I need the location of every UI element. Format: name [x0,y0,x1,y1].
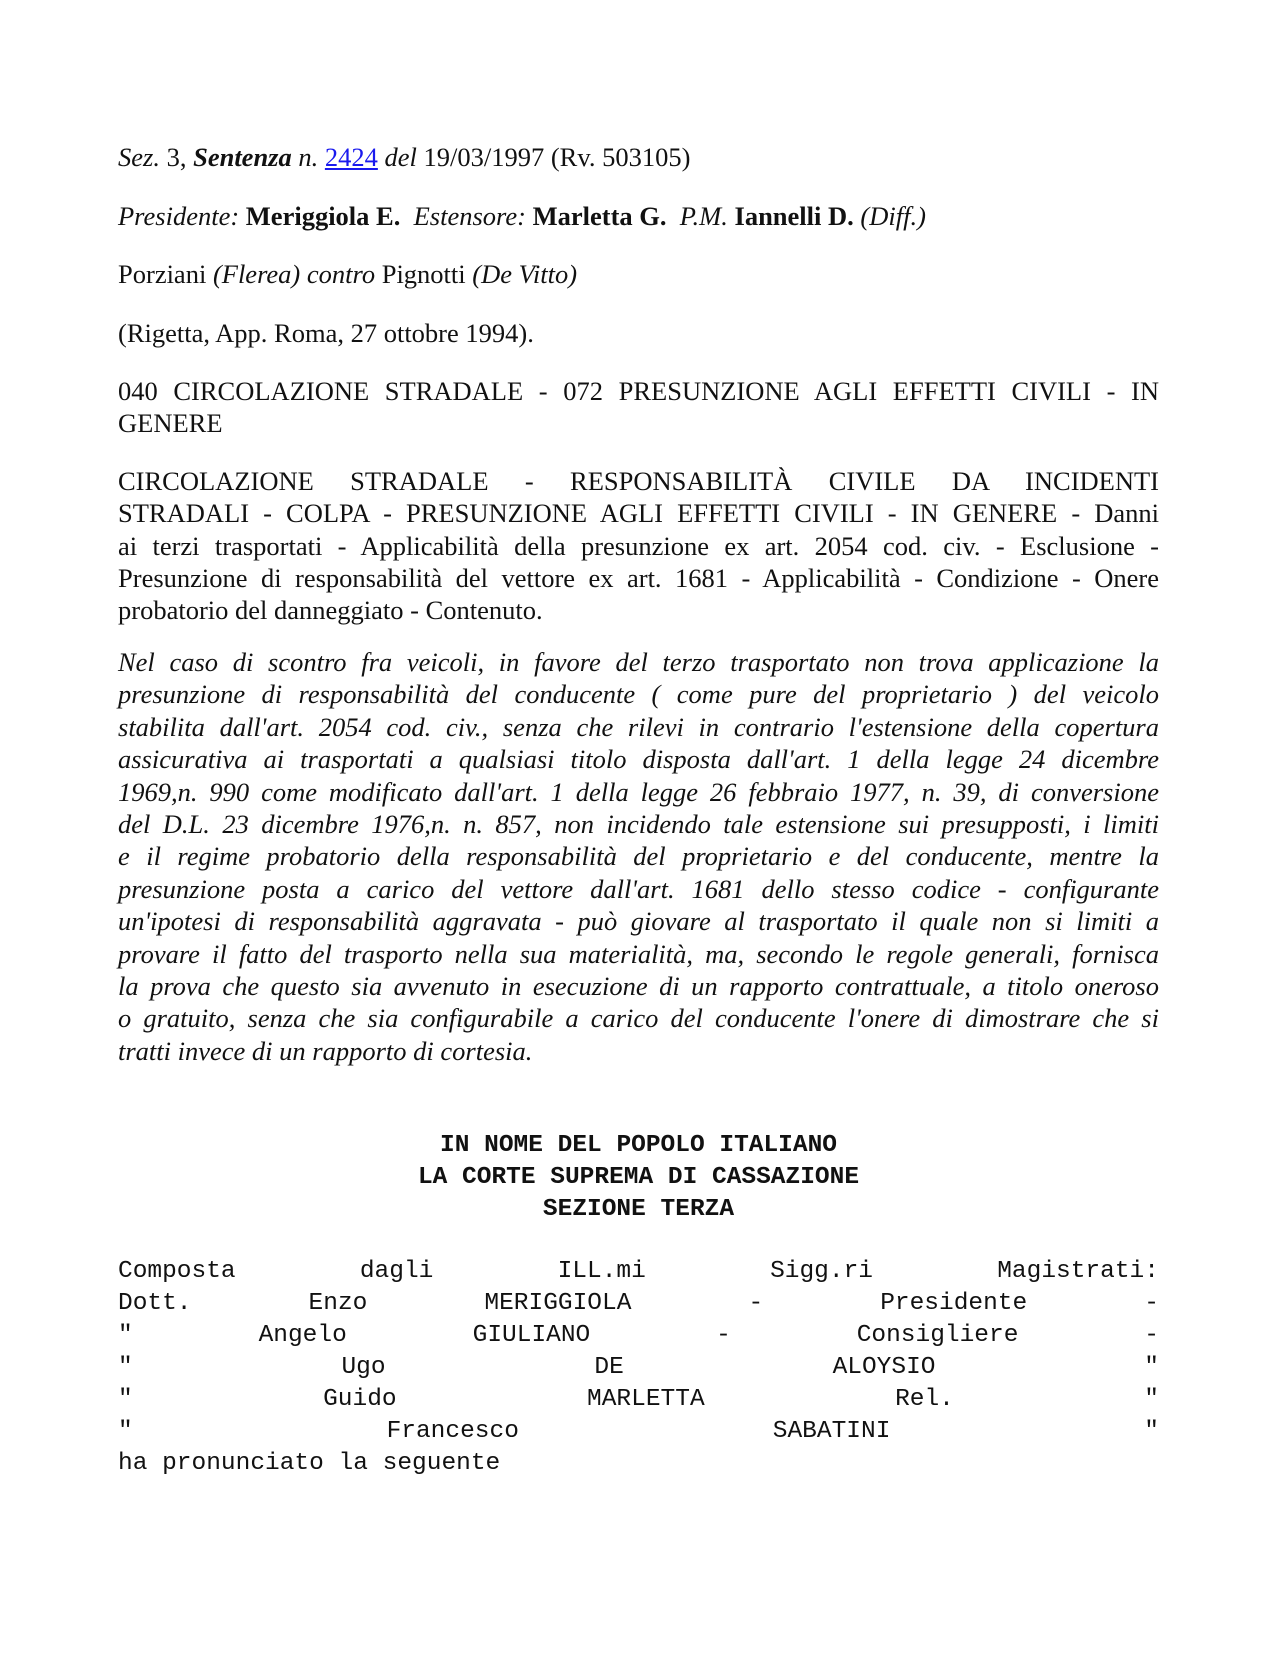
section-label: Sez. [118,142,160,172]
sentence-header [118,141,690,173]
classification-line: GENERE [118,408,223,439]
massima-title-line: probatorio del danneggiato - Contenuto. [118,595,543,626]
collegio-word: - [1144,1322,1159,1349]
collegio-word: - [1144,1290,1159,1317]
massima-title [118,465,1159,626]
esito: (Rigetta, App. Roma, 27 ottobre 1994). [118,318,534,348]
massima-line: presunzione di responsabilità del conducente ( come pure del proprietario ) del veicolo [118,679,1159,710]
massima-line: 1969,n. 990 come modificato dall'art. 1 della legge 26 febbraio 1977, n. 39, di conversione [118,776,1159,807]
collegio-word: MERIGGIOLA [484,1290,632,1317]
presidente-label: Presidente: [118,201,240,231]
date-label: del [384,142,417,172]
closing-line [118,1448,1159,1480]
heading-line: SEZIONE TERZA [542,1196,735,1223]
massima-line: stabilita dall'art. 2054 cod. civ., senza che rilevi in contrario l'estensione della copertura [118,711,1159,742]
collegio-row [118,1256,1159,1288]
number-label: n. [298,142,319,172]
resistente: Pignotti [381,259,466,289]
collegio-word: Enzo [308,1290,368,1317]
resistente-avvocato: (De Vitto) [472,259,578,289]
collegio-word: Ugo [341,1354,386,1381]
massima-line: la prova che questo sia avvenuto in esecuzione di un rapporto contrattuale, a titolo oneroso [118,970,1159,1001]
massima-title-line: STRADALI - COLPA - PRESUNZIONE AGLI EFFETTI CIVILI - IN GENERE - Danni [118,498,1159,529]
collegio-word: MARLETTA [587,1386,705,1413]
collegio-row [118,1352,1159,1384]
collegio-word: SABATINI [772,1418,891,1445]
collegio-word: Presidente [880,1290,1028,1317]
collegio-word: ILL.mi [557,1258,646,1285]
collegio-word: Consigliere [856,1322,1019,1349]
collegio-row [118,1320,1159,1352]
sentence-date: 19/03/1997 (Rv. 503105) [423,142,691,172]
pm-label: P.M. [679,201,728,231]
collegio-word: ALOYSIO [832,1354,936,1381]
massima-line: e il regime probatorio della responsabilità del proprietario e del conducente, mentre la [118,841,1159,872]
massima-title-line: CIRCOLAZIONE STRADALE - RESPONSABILITÀ CIVILE DA INCIDENTI [118,466,1159,496]
collegio-row [118,1416,1159,1448]
collegio-row [118,1288,1159,1320]
collegio-word: GIULIANO [472,1322,591,1349]
parties-line [118,258,577,290]
massima-text [118,646,1159,1067]
massima-line: Nel caso di scontro fra veicoli, in favore del terzo trasportato non trova applicazione la [118,647,1159,677]
collegio [118,1256,1159,1480]
presidente-name: Meriggiola E. [245,201,401,231]
massima-title-line: Presunzione di responsabilità del vettore ex art. 1681 - Applicabilità - Condizione - Onere [118,562,1159,593]
collegio-word: - [716,1322,731,1349]
collegio-row [118,1384,1159,1416]
massima-line: del D.L. 23 dicembre 1976,n. n. 857, non incidendo tale estensione sui presupposti, i limiti [118,808,1159,839]
heading-line: LA CORTE SUPREMA DI CASSAZIONE [417,1164,860,1191]
massima-title-line: ai terzi trasportati - Applicabilità della presunzione ex art. 2054 cod. civ. - Esclusione - [118,530,1159,561]
heading-line: IN NOME DEL POPOLO ITALIANO [440,1132,837,1159]
judges-line [118,200,926,232]
collegio-word: " [118,1418,133,1445]
collegio-word: " [118,1386,133,1413]
collegio-word: Magistrati: [997,1258,1159,1285]
collegio-word: " [1144,1386,1159,1413]
massima-line: assicurativa ai trasportati a qualsiasi titolo disposta dall'art. 1 della legge 24 dicembre [118,744,1159,775]
collegio-word: Composta [118,1258,236,1285]
collegio-word: " [118,1354,133,1381]
pm-note: (Diff.) [860,201,926,231]
classification-line: 040 CIRCOLAZIONE STRADALE - 072 PRESUNZIONE AGLI EFFETTI CIVILI - IN [118,376,1159,406]
collegio-word: Dott. [118,1290,192,1317]
collegio-word: dagli [359,1258,434,1285]
collegio-word: Francesco [386,1418,519,1445]
collegio-word: " [118,1322,133,1349]
collegio-word: - [748,1290,764,1317]
collegio-word: Guido [323,1386,397,1413]
sentenza-label: Sentenza [193,142,292,172]
collegio-word: Angelo [258,1322,347,1349]
estensore-name: Marletta G. [532,201,667,231]
collegio-word: " [1144,1418,1159,1445]
section-number: 3, [166,142,187,172]
massima-line: tratti invece di un rapporto di cortesia. [118,1035,533,1066]
ricorrente: Porziani [118,259,207,289]
estensore-label: Estensore: [413,201,526,231]
collegio-word: Rel. [895,1386,954,1413]
massima-line: o gratuito, senza che sia configurabile a carico del conducente l'onere di dimostrare che si [118,1003,1159,1034]
massima-line: un'ipotesi di responsabilità aggravata - può giovare al trasportato il quale non si limiti a [118,906,1159,937]
ricorrente-avvocato: (Flerea) contro [212,259,376,289]
collegio-word: " [1144,1354,1159,1381]
classification [118,375,1159,440]
massima-line: provare il fatto del trasporto nella sua materialità, ma, secondo le regole generali, fornisca [118,938,1159,969]
collegio-word: Sigg.ri [770,1258,873,1285]
massima-line: presunzione posta a carico del vettore dall'art. 1681 dello stesso codice - configurante [118,873,1159,904]
court-heading [118,1130,1159,1226]
pm-name: Iannelli D. [734,201,854,231]
collegio-word: DE [594,1354,624,1381]
sentence-number-link[interactable]: 2424 [324,142,378,172]
closing-text: ha pronunciato la seguente [118,1450,501,1477]
